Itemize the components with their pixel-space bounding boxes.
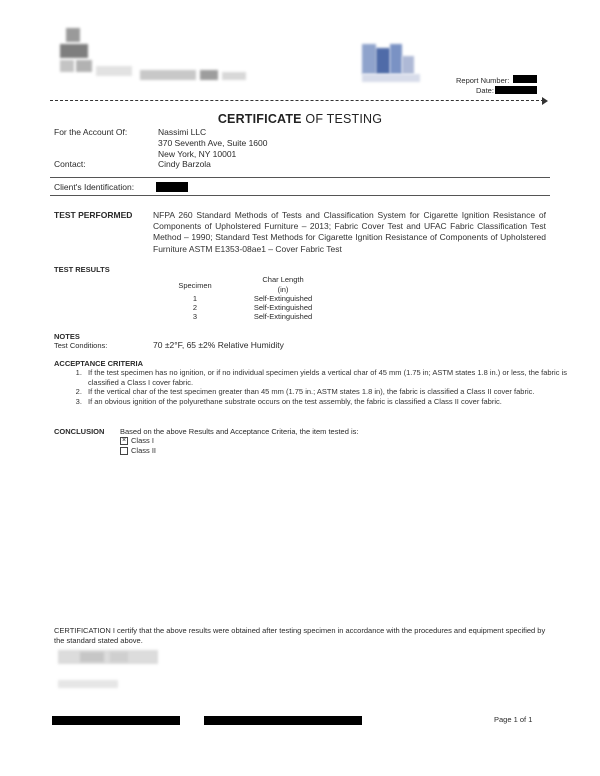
test-performed-text: NFPA 260 Standard Methods of Tests and Classification System for Cigarette Ignition Resistance of Components of Upholstered Furniture – 2013; Fabric Cover Test and UFAC Fabric Classification Test Method – 1990; Standard Test Methods for Cigarette Ignition Resistance of Components of Upholstered Furniture ASTM E1353-08ae1 – Cover Fabric Test <box>153 210 546 254</box>
conclusion-text: Based on the above Results and Acceptance Criteria, the item tested is: <box>120 427 359 436</box>
criteria-item-2: 2. If the vertical char of the test specimen greater than 45 mm (1.75 in.; ASTM states 1.8 in), the fabric is classified a Class II cover fabric. <box>84 387 574 397</box>
date-label: Date: <box>476 86 494 95</box>
class-1-label: Class I <box>131 436 154 445</box>
table-row-1-char: Self-Extinguished <box>253 294 313 303</box>
col-char-unit: (in) <box>277 285 289 294</box>
conclusion-label: CONCLUSION <box>54 427 105 436</box>
divider-top <box>50 177 550 178</box>
conditions-value: 70 ±2°F, 65 ±2% Relative Humidity <box>153 340 284 350</box>
class-2-checkbox[interactable] <box>120 447 128 455</box>
test-performed-label: TEST PERFORMED <box>54 210 133 220</box>
table-row-3-specimen: 3 <box>192 312 198 321</box>
divider-bottom <box>50 195 550 196</box>
notes-label: NOTES <box>54 332 80 341</box>
col-char-length-header: Char Length <box>262 275 304 284</box>
client-id-redaction <box>156 182 188 192</box>
title-bold: CERTIFICATE <box>217 112 302 126</box>
account-label: For the Account Of: <box>54 127 128 137</box>
report-number-redaction <box>513 75 537 83</box>
criteria-item-3: 3. If an obvious ignition of the polyurethane substrate occurs on the test assembly, the fabric is classified a Class II cover fabric. <box>84 397 574 407</box>
table-row-2-char: Self-Extinguished <box>253 303 313 312</box>
client-id-label: Client's Identification: <box>54 182 135 192</box>
account-address1: 370 Seventh Ave, Suite 1600 <box>158 138 268 148</box>
account-address2: New York, NY 10001 <box>158 149 237 159</box>
report-number-label: Report Number: <box>456 76 510 85</box>
title-rest: OF TESTING <box>301 112 383 126</box>
col-specimen-header: Specimen <box>178 281 212 290</box>
footer-redaction-2 <box>204 716 362 725</box>
conditions-label: Test Conditions: <box>54 341 108 350</box>
account-name: Nassimi LLC <box>158 127 207 137</box>
certification-text: CERTIFICATION I certify that the above results were obtained after testing specimen in accordance with the procedures and equipment specified by the standard stated above. <box>54 626 546 645</box>
class-1-checkbox[interactable]: × <box>121 437 127 444</box>
acceptance-list <box>54 368 574 406</box>
class-2-label: Class II <box>131 446 157 455</box>
contact-name: Cindy Barzola <box>158 159 211 169</box>
table-row-2-specimen: 2 <box>192 303 198 312</box>
contact-label: Contact: <box>54 159 86 169</box>
date-redaction <box>495 86 537 94</box>
page-number: Page 1 of 1 <box>494 715 533 724</box>
table-row-3-char: Self-Extinguished <box>253 312 313 321</box>
test-results-label: TEST RESULTS <box>54 265 110 274</box>
header-divider <box>50 100 544 101</box>
footer-redaction-1 <box>52 716 180 725</box>
arrow-right-icon <box>542 97 548 105</box>
page-title <box>0 112 600 126</box>
table-row-1-specimen: 1 <box>192 294 198 303</box>
acceptance-label: ACCEPTANCE CRITERIA <box>54 359 144 368</box>
criteria-item-1: 1. If the test specimen has no ignition, or if no individual specimen yields a vertical char of 45 mm (1.75 in; ASTM states 1.8 in.) or less, the fabric is classified a Class I cover fabric. <box>84 368 574 387</box>
